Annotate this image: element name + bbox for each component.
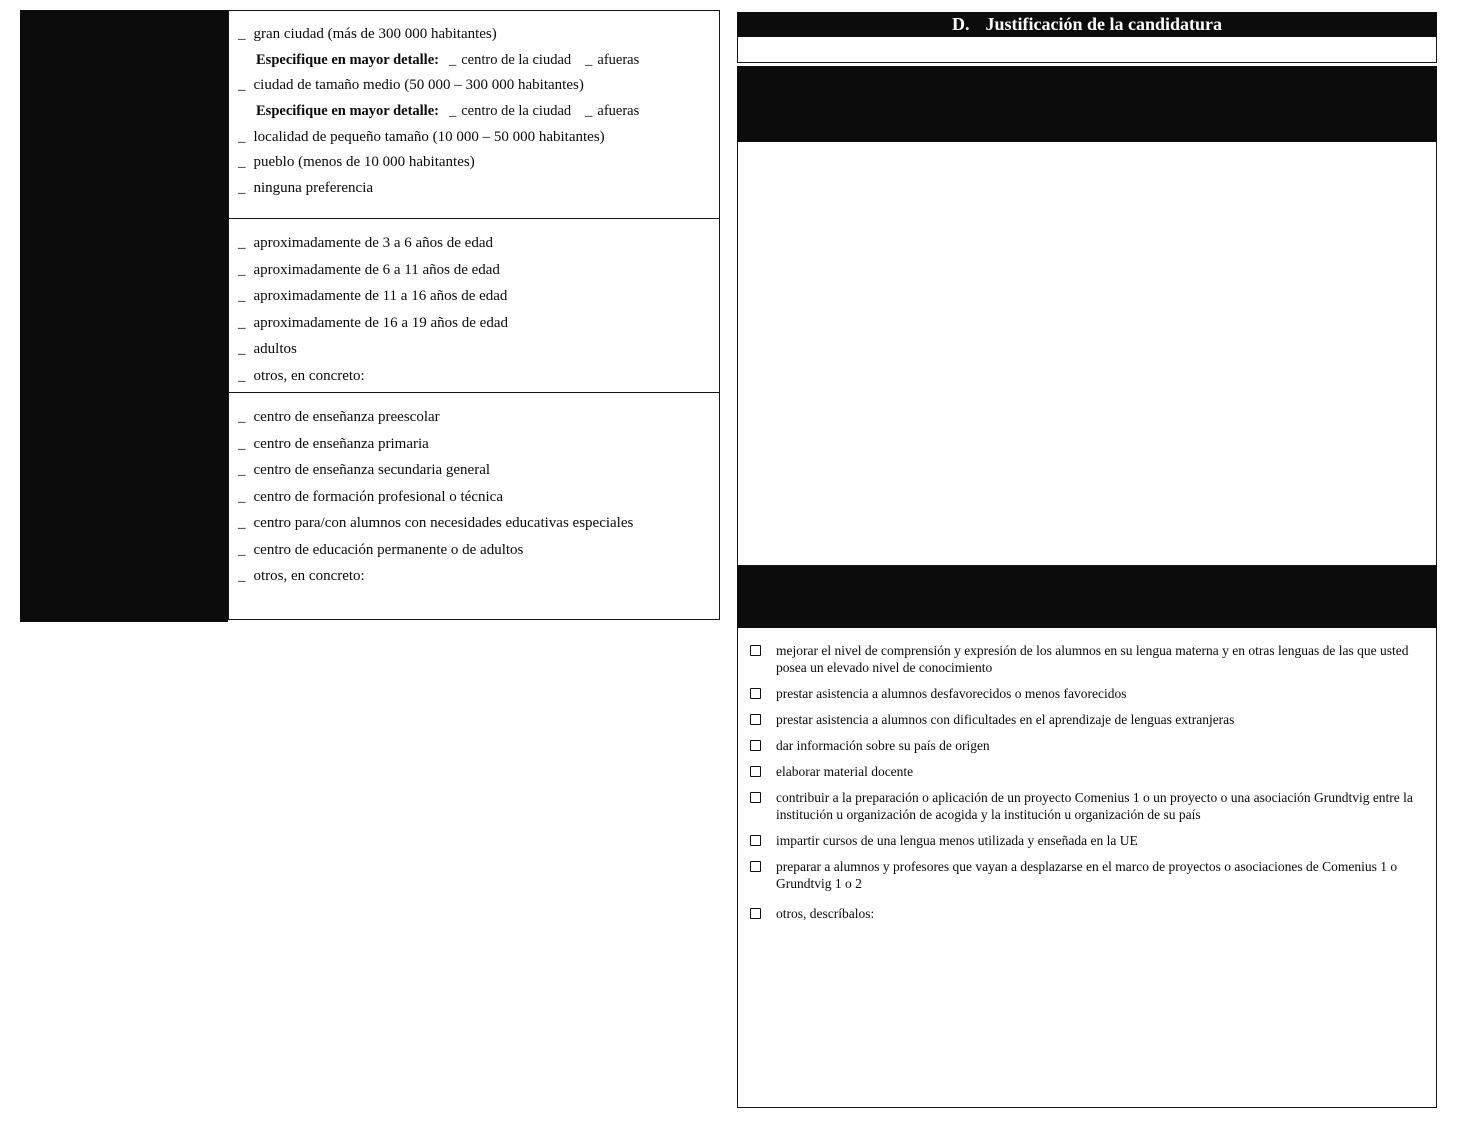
blank-line[interactable]: _ xyxy=(238,179,246,196)
option-row-necesidades-especiales xyxy=(238,505,713,532)
blank-line[interactable]: _ xyxy=(238,409,246,425)
blank-line[interactable]: _ xyxy=(238,288,246,304)
option-label: afueras xyxy=(597,51,640,68)
blank-line[interactable]: _ xyxy=(238,341,246,357)
blank-line[interactable]: _ xyxy=(585,51,593,68)
blank-line[interactable]: _ xyxy=(448,102,457,119)
option-label: centro de enseñanza secundaria general xyxy=(253,462,491,478)
option-label: aproximadamente de 16 a 19 años de edad xyxy=(253,314,508,331)
redacted-heading-block-1 xyxy=(737,66,1437,142)
blank-line[interactable]: _ xyxy=(238,77,246,94)
checkbox-icon[interactable] xyxy=(750,908,761,919)
detail-row-specify-2 xyxy=(256,94,713,120)
option-row-pueblo xyxy=(238,145,713,171)
option-row-otros-centro xyxy=(238,558,713,585)
checklist-item-label: prestar asistencia a alumnos desfavorecidos o menos favorecidos xyxy=(776,686,1127,701)
checklist-item-asistencia-dificultades xyxy=(749,711,1428,728)
option-label: pueblo (menos de 10 000 habitantes) xyxy=(253,154,475,171)
section-location-preference xyxy=(229,11,719,219)
option-label: gran ciudad (más de 300 000 habitantes) xyxy=(253,26,497,42)
blank-line[interactable]: _ xyxy=(238,26,246,42)
option-label: aproximadamente de 6 a 11 años de edad xyxy=(253,261,500,278)
blank-line[interactable]: _ xyxy=(238,435,246,452)
option-label: otros, en concreto: xyxy=(253,568,365,584)
option-row-edad-11-16 xyxy=(238,278,713,305)
page-title xyxy=(737,12,1437,37)
checklist-item-label: contribuir a la preparación o aplicación de un proyecto Comenius 1 o un proyecto o una asociación Grundtvig entre la institución u organización de acogida y la institución u organización de su país xyxy=(776,790,1413,822)
blank-line[interactable]: _ xyxy=(448,51,457,68)
option-row-ninguna-preferencia xyxy=(238,171,713,197)
redacted-question-column xyxy=(20,10,228,622)
blank-line[interactable]: _ xyxy=(238,367,246,384)
right-page xyxy=(737,12,1437,1108)
option-row-gran-ciudad xyxy=(238,17,713,43)
option-row-edad-16-19 xyxy=(238,305,713,332)
blank-line[interactable]: _ xyxy=(238,488,246,505)
option-label: aproximadamente de 11 a 16 años de edad xyxy=(253,288,508,304)
checklist-item-material-docente xyxy=(749,763,1428,780)
checklist-item-label: otros, descríbalos: xyxy=(776,906,875,921)
option-label: localidad de pequeño tamaño (10 000 – 50 000 habitantes) xyxy=(253,128,605,145)
checklist-item-impartir-cursos xyxy=(749,832,1428,849)
option-label: aproximadamente de 3 a 6 años de edad xyxy=(253,235,493,251)
checkbox-icon[interactable] xyxy=(750,861,761,872)
checkbox-icon[interactable] xyxy=(750,688,761,699)
option-label: centro de la ciudad xyxy=(461,51,572,68)
checklist-item-mejorar-comprension xyxy=(749,642,1428,676)
option-row-preescolar xyxy=(238,399,713,426)
checkbox-icon[interactable] xyxy=(750,645,761,656)
option-row-localidad-pequena xyxy=(238,120,713,146)
checklist-item-label: dar información sobre su país de origen xyxy=(776,738,990,753)
option-label: centro de formación profesional o técnica xyxy=(253,488,503,505)
option-row-secundaria xyxy=(238,452,713,479)
option-label: centro de enseñanza preescolar xyxy=(253,409,440,425)
option-row-edad-6-11 xyxy=(238,252,713,279)
checklist-item-label: prestar asistencia a alumnos con dificultades en el aprendizaje de lenguas extranjeras xyxy=(776,712,1235,727)
checkbox-icon[interactable] xyxy=(750,792,761,803)
objectives-checklist xyxy=(737,628,1437,1108)
checkbox-icon[interactable] xyxy=(750,714,761,725)
section-title-text: Justificación de la candidatura xyxy=(985,14,1222,34)
blank-line[interactable]: _ xyxy=(238,462,246,478)
option-label: adultos xyxy=(253,341,297,357)
checklist-item-label: mejorar el nivel de comprensión y expresión de los alumnos en su lengua materna y en otras lenguas de las que usted posea un elevado nivel de conocimiento xyxy=(776,643,1409,675)
blank-line[interactable]: _ xyxy=(238,515,246,531)
justification-answer-box[interactable] xyxy=(737,142,1437,566)
checklist-item-informacion-pais xyxy=(749,737,1428,754)
left-options-form xyxy=(228,10,720,620)
section-age-groups xyxy=(229,219,719,393)
checkbox-icon[interactable] xyxy=(750,766,761,777)
option-label: afueras xyxy=(597,102,640,119)
option-label: otros, en concreto: xyxy=(253,367,365,384)
checkbox-icon[interactable] xyxy=(750,740,761,751)
option-row-formacion-profesional xyxy=(238,479,713,506)
option-row-educacion-adultos xyxy=(238,532,713,559)
blank-line[interactable]: _ xyxy=(238,261,246,278)
blank-line[interactable]: _ xyxy=(238,235,246,251)
blank-line[interactable]: _ xyxy=(585,102,593,119)
option-row-adultos xyxy=(238,331,713,358)
option-label: centro para/con alumnos con necesidades educativas especiales xyxy=(253,515,634,531)
checklist-item-proyecto-comenius xyxy=(749,789,1428,823)
checklist-item-preparar-alumnos xyxy=(749,858,1428,892)
checklist-item-asistencia-desfavorecidos xyxy=(749,685,1428,702)
redacted-heading-block-2 xyxy=(737,566,1437,628)
option-row-primaria xyxy=(238,426,713,453)
blank-line[interactable]: _ xyxy=(238,568,246,584)
option-label: centro de educación permanente o de adultos xyxy=(253,541,524,558)
section-letter: D. xyxy=(951,14,970,34)
blank-line[interactable]: _ xyxy=(238,128,246,145)
option-row-otros-edad xyxy=(238,358,713,385)
empty-header-strip xyxy=(737,37,1437,63)
checkbox-icon[interactable] xyxy=(750,835,761,846)
section-centre-types xyxy=(229,393,719,619)
option-row-ciudad-media xyxy=(238,68,713,94)
blank-line[interactable]: _ xyxy=(238,541,246,558)
option-label: ciudad de tamaño medio (50 000 – 300 000 habitantes) xyxy=(253,77,584,94)
detail-row-specify-1 xyxy=(256,43,713,69)
option-label: centro de enseñanza primaria xyxy=(253,435,429,452)
detail-label: Especifique en mayor detalle: xyxy=(256,51,439,68)
checklist-item-label: impartir cursos de una lengua menos utilizada y enseñada en la UE xyxy=(776,833,1138,848)
checklist-item-otros xyxy=(749,905,1428,922)
option-row-edad-3-6 xyxy=(238,225,713,252)
option-label: ninguna preferencia xyxy=(253,179,374,196)
option-label: centro de la ciudad xyxy=(461,102,572,119)
blank-line[interactable]: _ xyxy=(238,314,246,331)
blank-line[interactable]: _ xyxy=(238,154,246,171)
detail-label: Especifique en mayor detalle: xyxy=(256,102,439,119)
checklist-item-label: elaborar material docente xyxy=(776,764,914,779)
checklist-item-label: preparar a alumnos y profesores que vayan a desplazarse en el marco de proyectos o asociaciones de Comenius 1 o Grundtvig 1 o 2 xyxy=(776,859,1398,891)
